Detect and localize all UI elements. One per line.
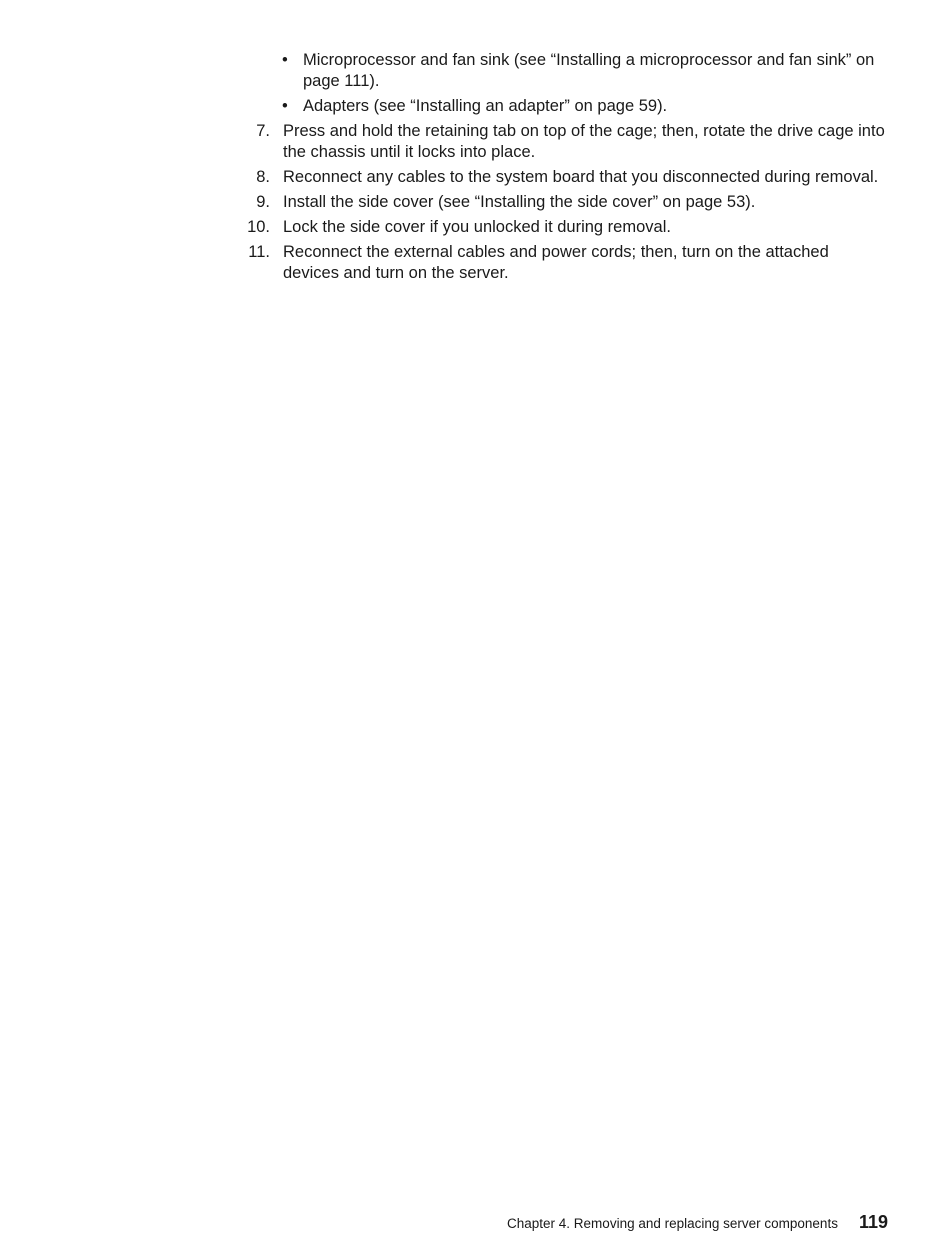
bullet-marker: • <box>282 97 288 115</box>
page-number: 119 <box>858 1212 888 1232</box>
bullet-text: Microprocessor and fan sink (see “Installing a microprocessor and fan sink” on page 111). <box>303 51 875 90</box>
step-text: Install the side cover (see “Installing the side cover” on page 53). <box>283 193 756 211</box>
step-number: 7. <box>256 122 270 140</box>
step-number: 11. <box>248 243 270 261</box>
step-text: Reconnect the external cables and power cords; then, turn on the attached devices and turn on the server. <box>283 243 829 282</box>
bullet-text: Adapters (see “Installing an adapter” on page 59). <box>303 97 668 115</box>
step-item <box>256 167 888 188</box>
bullet-item <box>282 50 888 92</box>
step-text: Press and hold the retaining tab on top of the cage; then, rotate the drive cage into the chassis until it locks into place. <box>283 122 885 161</box>
page-footer <box>507 1212 888 1233</box>
step-text: Lock the side cover if you unlocked it during removal. <box>283 218 671 236</box>
step-item <box>247 217 888 238</box>
step-number: 9. <box>256 193 270 211</box>
step-item <box>256 121 888 163</box>
bullet-marker: • <box>282 51 288 69</box>
step-item <box>256 192 888 213</box>
bullet-item <box>282 96 888 117</box>
step-number: 8. <box>256 168 270 186</box>
step-text: Reconnect any cables to the system board that you disconnected during removal. <box>283 168 879 186</box>
step-item <box>248 242 888 284</box>
document-body <box>0 50 950 288</box>
step-number: 10. <box>247 218 270 236</box>
footer-chapter-title: Chapter 4. Removing and replacing server components <box>507 1216 838 1231</box>
